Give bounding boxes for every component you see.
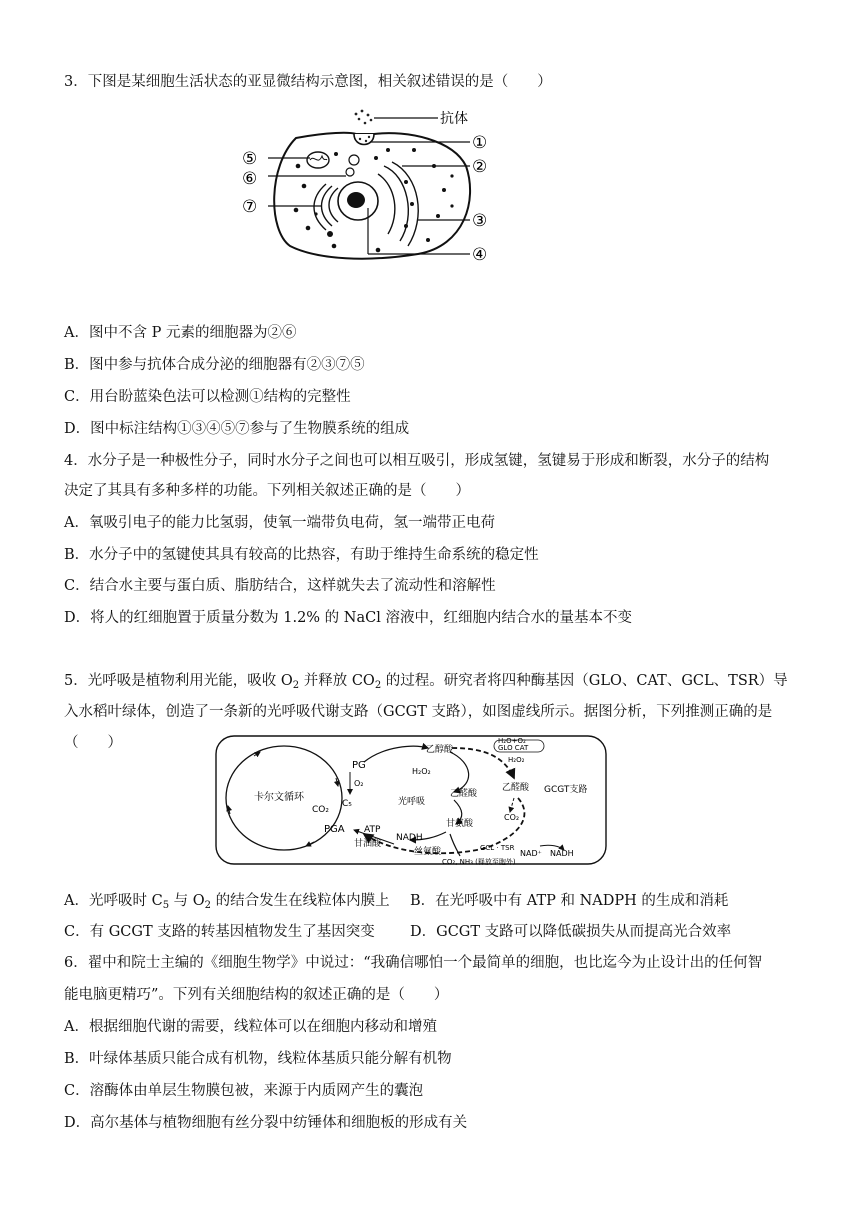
glo-cat-label: GLO CAT (498, 744, 529, 752)
q5-option-a: A．光呼吸时 $C_5$ 与 $O_2$ 的结合发生在线粒体内膜上 (64, 893, 390, 911)
q5-stem-line1: 5．光呼吸是植物利用光能，吸收 $O_2$ 并释放 $CO_2$ 的过程。研究者将四种酶基因（GLO、CAT、GCL、TSR）导 (64, 673, 788, 691)
q6-option-c: C．溶酶体由单层生物膜包被，来源于内质网产生的囊泡 (64, 1083, 424, 1099)
o2-label: O₂ (354, 779, 364, 788)
gcl-tsr-label: GCL · TSR (480, 844, 515, 852)
q3-stem: 3．下图是某细胞生活状态的亚显微结构示意图，相关叙述错误的是（ ） (64, 74, 552, 90)
q6-option-a: A．根据细胞代谢的需要，线粒体可以在细胞内移动和增殖 (64, 1019, 437, 1035)
co2-label: CO₂ (312, 805, 329, 815)
q6-stem-line1: 6．翟中和院士主编的《细胞生物学》中说过：“我确信哪怕一个最简单的细胞，也比迄今为止设计出的任何智 (64, 955, 763, 971)
gcgt-label: GCGT支路 (544, 785, 588, 795)
q4-stem-line2: 决定了其具有多种多样的功能。下列相关叙述正确的是（ ） (64, 483, 470, 499)
q5-pathway-figure (214, 734, 608, 866)
q3-option-d: D．图中标注结构①③④⑤⑦参与了生物膜系统的组成 (64, 421, 410, 437)
nad-label: NAD⁺ (520, 849, 542, 858)
q5-option-d: D．GCGT 支路可以降低碳损失从而提高光合效率 (410, 924, 732, 940)
glycerate-label: 甘油酸 (354, 839, 382, 849)
nadh-label: NADH (396, 833, 423, 843)
photorespiration-label: 光呼吸 (398, 797, 426, 807)
q4-option-d: D．将人的红细胞置于质量分数为 1.2% 的 NaCl 溶液中，红细胞内结合水的量基本不变 (64, 610, 632, 626)
q5-option-c: C．有 GCGT 支路的转基因植物发生了基因突变 (64, 924, 375, 940)
label-2: ② (472, 157, 488, 177)
glycolate-label: 乙醇酸 (426, 745, 454, 755)
h2o2-label-b: H₂O₂ (508, 756, 525, 764)
q5-stem-line3: （ ） (64, 735, 122, 751)
q4-option-a: A．氧吸引电子的能力比氢弱，使氧一端带负电荷，氢一端带正电荷 (64, 515, 495, 531)
glyoxylate-label: 乙醛酸 (450, 789, 478, 799)
antibody-label: 抗体 (440, 111, 468, 127)
atp-label: ATP (364, 825, 381, 835)
q4-option-b: B．水分子中的氢键使其具有较高的比热容，有助于维持生命系统的稳定性 (64, 547, 539, 563)
q6-option-d: D．高尔基体与植物细胞有丝分裂中纺锤体和细胞板的形成有关 (64, 1115, 468, 1131)
q3-option-c: C．用台盼蓝染色法可以检测①结构的完整性 (64, 389, 351, 405)
q3-cell-figure (238, 106, 494, 266)
glycine-label: 甘氨酸 (446, 819, 474, 829)
q6-option-b: B．叶绿体基质只能合成有机物，线粒体基质只能分解有机物 (64, 1051, 452, 1067)
label-3: ③ (472, 211, 488, 231)
label-1: ① (472, 133, 488, 153)
pga-label: PGA (324, 824, 345, 835)
glyoxylate2-label: 乙醛酸 (502, 783, 530, 793)
calvin-label: 卡尔文循环 (254, 792, 304, 803)
q6-stem-line2: 能电脑更精巧”。下列有关细胞结构的叙述正确的是（ ） (64, 987, 449, 1003)
co2-label-2: CO₂ (504, 813, 520, 822)
q4-stem-line1: 4．水分子是一种极性分子，同时水分子之间也可以相互吸引，形成氢键，氢键易于形成和断裂，水分子的结构 (64, 453, 770, 469)
serine-label: 丝氨酸 (414, 847, 442, 857)
pg-label: PG (352, 760, 366, 771)
q5-option-b: B．在光呼吸中有 ATP 和 NADPH 的生成和消耗 (410, 893, 729, 909)
label-5: ⑤ (242, 149, 258, 169)
h2o-o2-label: H₂O+O₂ (498, 737, 526, 745)
release-label: CO₂, NH₃ (释放至胞外) (442, 858, 516, 866)
label-7: ⑦ (242, 197, 258, 217)
q3-option-a: A．图中不含 P 元素的细胞器为②⑥ (64, 325, 297, 341)
q5-stem-line2: 入水稻叶绿体，创造了一条新的光呼吸代谢支路（GCGT 支路），如图虚线所示。据图分析，下列推测正确的是 (64, 704, 773, 720)
h2o2-label-a: H₂O₂ (412, 767, 431, 776)
q4-option-c: C．结合水主要与蛋白质、脂肪结合，这样就失去了流动性和溶解性 (64, 578, 496, 594)
label-6: ⑥ (242, 169, 258, 189)
q3-option-b: B．图中参与抗体合成分泌的细胞器有②③⑦⑤ (64, 357, 365, 373)
nadh2-label: NADH (550, 849, 574, 858)
c5-label: C₅ (342, 799, 352, 809)
label-4: ④ (472, 245, 488, 265)
